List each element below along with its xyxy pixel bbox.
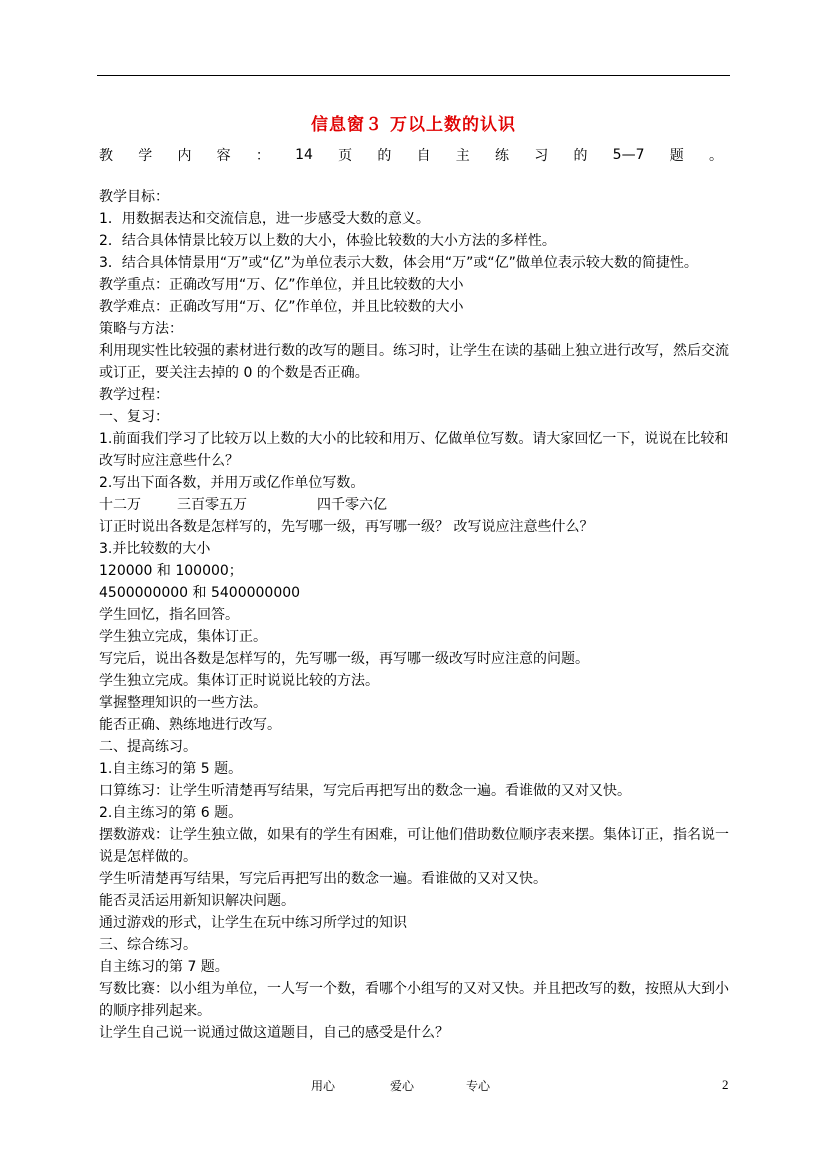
text-line: 写完后，说出各数是怎样写的，先写哪一级，再写哪一级改写时应注意的问题。 bbox=[99, 651, 589, 667]
content-char: 自 bbox=[416, 148, 431, 164]
page-footer bbox=[0, 1077, 827, 1097]
text-line: 让学生自己说一说通过做这道题目，自己的感受是什么？ bbox=[99, 1025, 449, 1041]
text-line: 自主练习的第 7 题。 bbox=[99, 959, 229, 975]
footer-middle: 爱心 bbox=[390, 1079, 415, 1093]
text-line: 教学难点：正确改写用“万、亿”作单位，并且比较数的大小 bbox=[99, 299, 464, 315]
content-char: 页 bbox=[338, 148, 353, 164]
text-line: 能否灵活运用新知识解决问题。 bbox=[99, 893, 295, 909]
content-char: 的 bbox=[573, 148, 588, 164]
content-char: 内 bbox=[177, 148, 192, 164]
text-line: 3．结合具体情景用“万”或“亿”为单位表示大数，体会用“万”或“亿”做单位表示较大数的简捷性。 bbox=[99, 255, 698, 271]
text-line: 学生听清楚再写结果，写完后再把写出的数念一遍。看谁做的又对又快。 bbox=[99, 871, 547, 887]
text-line: 1．用数据表达和交流信息，进一步感受大数的意义。 bbox=[99, 211, 430, 227]
page-number: 2 bbox=[722, 1077, 729, 1092]
document-body bbox=[99, 186, 733, 1044]
text-line: 2.写出下面各数，并用万或亿作单位写数。 bbox=[99, 475, 365, 491]
content-char: 教 bbox=[99, 148, 113, 164]
text-line: 策略与方法： bbox=[99, 321, 183, 337]
text-line: 2．结合具体情景比较万以上数的大小，体验比较数的大小方法的多样性。 bbox=[99, 233, 556, 249]
number-item: 三百零五万 bbox=[177, 497, 247, 513]
text-line: 订正时说出各数是怎样写的，先写哪一级，再写哪一级？ 改写说应注意些什么？ bbox=[99, 519, 594, 535]
text-line: 口算练习：让学生听清楚再写结果，写完后再把写出的数念一遍。看谁做的又对又快。 bbox=[99, 783, 631, 799]
text-line: 2.自主练习的第 6 题。 bbox=[99, 805, 243, 821]
text-line: 一、复习： bbox=[99, 409, 169, 425]
text-line: 利用现实性比较强的素材进行数的改写的题目。练习时，让学生在读的基础上独立进行改写，然后交流或订正，要关注去掉的 0 的个数是否正确。 bbox=[99, 343, 729, 381]
footer-right: 专心 bbox=[466, 1079, 491, 1093]
page-title: 信息窗３ 万以上数的认识 bbox=[311, 115, 516, 135]
text-line: 通过游戏的形式，让学生在玩中练习所学过的知识 bbox=[99, 915, 407, 931]
content-char: 习 bbox=[534, 148, 549, 164]
text-line: 教学过程： bbox=[99, 387, 169, 403]
teaching-content-line bbox=[99, 143, 723, 167]
text-line: 教学目标： bbox=[99, 189, 169, 205]
content-char: 主 bbox=[455, 148, 470, 164]
text-line: 学生独立完成，集体订正。 bbox=[99, 629, 267, 645]
text-line: 写数比赛：以小组为单位，一人写一个数，看哪个小组写的又对又快。并且把改写的数，按照从大到小的顺序排列起来。 bbox=[99, 981, 729, 1019]
text-line: 4500000000 和 5400000000 bbox=[99, 585, 301, 601]
footer-left: 用心 bbox=[311, 1079, 336, 1093]
content-char: 。 bbox=[708, 148, 723, 164]
text-line: 教学重点：正确改写用“万、亿”作单位，并且比较数的大小 bbox=[99, 277, 464, 293]
content-char: 学 bbox=[138, 148, 153, 164]
content-char: 14 bbox=[295, 147, 313, 163]
number-item: 四千零六亿 bbox=[317, 497, 387, 513]
text-line: 120000 和 100000； bbox=[99, 563, 243, 579]
header-rule bbox=[97, 75, 730, 76]
text-line: 摆数游戏：让学生独立做，如果有的学生有困难，可让他们借助数位顺序表来摆。集体订正，指名说一说是怎样做的。 bbox=[99, 827, 729, 865]
text-line: 3.并比较数的大小 bbox=[99, 541, 211, 557]
text-line: 学生独立完成。集体订正时说说比较的方法。 bbox=[99, 673, 379, 689]
text-line: 二、提高练习。 bbox=[99, 739, 197, 755]
text-line: 掌握整理知识的一些方法。 bbox=[99, 695, 267, 711]
text-line: 1.前面我们学习了比较万以上数的大小的比较和用万、亿做单位写数。请大家回忆一下，说说在比较和改写时应注意些什么？ bbox=[99, 431, 729, 469]
text-line: 三、综合练习。 bbox=[99, 937, 197, 953]
content-char: 题 bbox=[669, 148, 684, 164]
text-line: 1.自主练习的第 5 题。 bbox=[99, 761, 243, 777]
text-line: 能否正确、熟练地进行改写。 bbox=[99, 717, 281, 733]
content-char: 容 bbox=[216, 148, 231, 164]
content-char: 5—7 bbox=[612, 147, 645, 163]
content-char: ： bbox=[255, 148, 270, 164]
content-char: 的 bbox=[377, 148, 392, 164]
text-line: 学生回忆，指名回答。 bbox=[99, 607, 239, 623]
numbers-row bbox=[99, 494, 733, 516]
content-char: 练 bbox=[495, 148, 510, 164]
number-item: 十二万 bbox=[99, 497, 141, 513]
